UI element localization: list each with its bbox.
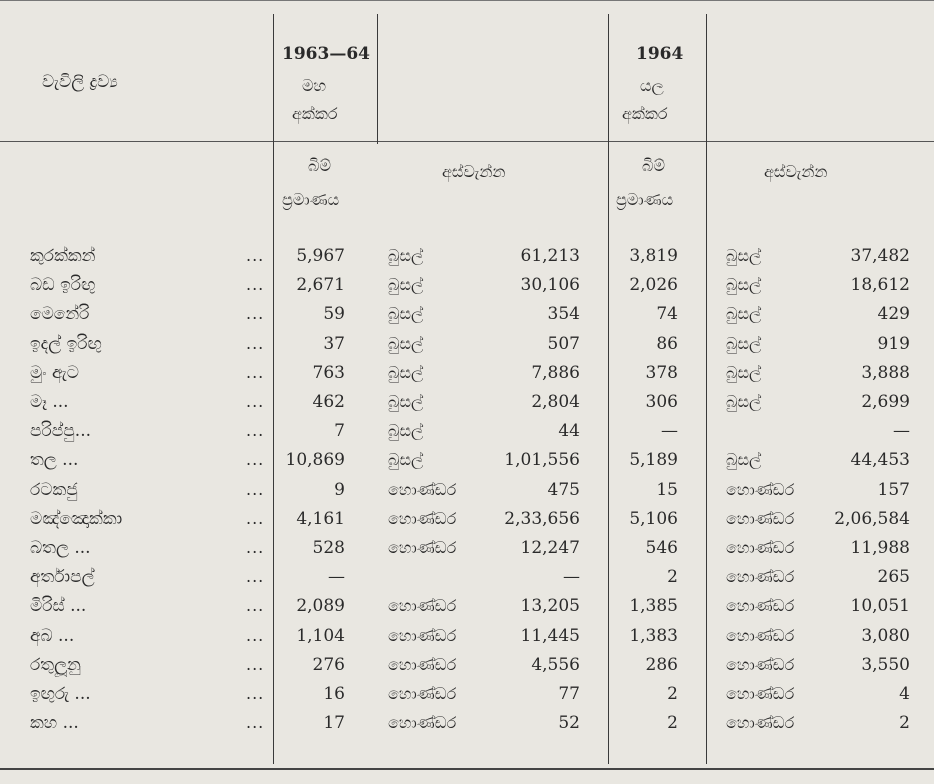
leader-dots: ... <box>246 275 265 294</box>
area2-value: 3,819 <box>629 246 678 266</box>
area2-value: 15 <box>656 480 678 500</box>
yield2-header: අස්වැන්න <box>764 162 828 181</box>
year1-header: 1963—64 <box>282 44 370 64</box>
unit2-label: හොණ්ඩර <box>726 480 795 499</box>
unit2-label: බුසල් <box>726 450 762 469</box>
extent2-line2: ප්‍රමාණය <box>616 190 674 209</box>
yield2-value: 3,550 <box>861 655 910 675</box>
yield1-value: 2,33,656 <box>504 509 580 529</box>
area2-value: — <box>661 421 678 441</box>
unit1-label: බුසල් <box>388 421 424 440</box>
area1-value: 528 <box>312 538 345 558</box>
area1-value: 2,671 <box>296 275 345 295</box>
area1-value: 4,161 <box>296 509 345 529</box>
unit2-label: බුසල් <box>726 334 762 353</box>
yield1-value: 507 <box>547 334 580 354</box>
unit1-label: හොණ්ඩර <box>388 509 457 528</box>
area1-value: — <box>328 567 345 587</box>
leader-dots: ... <box>246 363 265 382</box>
yield2-value: 2 <box>899 713 910 733</box>
area2-value: 378 <box>645 363 678 383</box>
yield1-value: 44 <box>558 421 580 441</box>
yield1-value: 61,213 <box>520 246 580 266</box>
leader-dots: ... <box>246 509 265 528</box>
area2-value: 2 <box>667 567 678 587</box>
yield2-value: 3,080 <box>861 626 910 646</box>
unit1-label: හොණ්ඩර <box>388 596 457 615</box>
unit1-label: බුසල් <box>388 275 424 294</box>
crop-name: කහ ... <box>30 713 79 733</box>
area1-value: 9 <box>334 480 345 500</box>
unit1-label: හොණ්ඩර <box>388 713 457 732</box>
crop-name: මෑ ... <box>30 392 69 412</box>
crop-name: මඤ්ඤොක්කා <box>30 509 123 529</box>
area2-value: 286 <box>645 655 678 675</box>
leader-dots: ... <box>246 480 265 499</box>
area2-value: 2 <box>667 713 678 733</box>
yield2-value: 265 <box>877 567 910 587</box>
extent1-line2: ප්‍රමාණය <box>282 190 340 209</box>
leader-dots: ... <box>246 684 265 703</box>
yield1-value: 52 <box>558 713 580 733</box>
unit2-label: හොණ්ඩර <box>726 538 795 557</box>
area1-value: 5,967 <box>296 246 345 266</box>
crop-name: ඉඟුරු ... <box>30 684 91 704</box>
crop-name: මුං ඇට <box>30 363 79 383</box>
crop-name: රටකජු <box>30 480 78 500</box>
unit2-label: හොණ්ඩර <box>726 684 795 703</box>
unit1-label: බුසල් <box>388 392 424 411</box>
area1-value: 59 <box>323 304 345 324</box>
leader-dots: ... <box>246 538 265 557</box>
area1-value: 7 <box>334 421 345 441</box>
area2-value: 306 <box>645 392 678 412</box>
area1-value: 37 <box>323 334 345 354</box>
area2-value: 5,106 <box>629 509 678 529</box>
yield1-value: 12,247 <box>520 538 580 558</box>
leader-dots: ... <box>246 596 265 615</box>
crop-name: අර්තාපල් <box>30 567 95 587</box>
yield2-value: 3,888 <box>861 363 910 383</box>
leader-dots: ... <box>246 450 265 469</box>
unit1-label: බුසල් <box>388 304 424 323</box>
yield1-value: 354 <box>547 304 580 324</box>
top-rule <box>0 0 934 1</box>
yield1-header: අස්වැන්න <box>442 162 506 181</box>
leader-dots: ... <box>246 567 265 586</box>
unit1-label: හොණ්ඩර <box>388 538 457 557</box>
yield2-value: 10,051 <box>850 596 910 616</box>
unit1-label: බුසල් <box>388 246 424 265</box>
leader-dots: ... <box>246 392 265 411</box>
area2-value: 2 <box>667 684 678 704</box>
unit1-label: බුසල් <box>388 334 424 353</box>
crop-name: ඉදල් ඉරිඟු <box>30 334 102 354</box>
area1-value: 16 <box>323 684 345 704</box>
leader-dots: ... <box>246 304 265 323</box>
col-rule-4 <box>706 14 707 764</box>
yield2-value: 157 <box>877 480 910 500</box>
area1-value: 276 <box>312 655 345 675</box>
area2-value: 86 <box>656 334 678 354</box>
leader-dots: ... <box>246 626 265 645</box>
unit2-label: බුසල් <box>726 392 762 411</box>
unit1-label: බුසල් <box>388 363 424 382</box>
unit1-label: හොණ්ඩර <box>388 684 457 703</box>
crop-name: බඩ ඉරිඟු <box>30 275 96 295</box>
yield1-value: 30,106 <box>520 275 580 295</box>
unit1-label: බුසල් <box>388 450 424 469</box>
crop-name: පරිප්පු... <box>30 421 92 441</box>
leader-dots: ... <box>246 421 265 440</box>
crop-name: අබ ... <box>30 626 75 646</box>
unit2-label: බුසල් <box>726 304 762 323</box>
yield1-value: 4,556 <box>531 655 580 675</box>
area1-value: 1,104 <box>296 626 345 646</box>
yield1-value: 1,01,556 <box>504 450 580 470</box>
yield1-value: 2,804 <box>531 392 580 412</box>
yield2-value: 919 <box>877 334 910 354</box>
season1-line2: අක්කර <box>292 104 338 123</box>
bottom-rule <box>0 768 934 770</box>
unit2-label: හොණ්ඩර <box>726 713 795 732</box>
area2-value: 1,383 <box>629 626 678 646</box>
leader-dots: ... <box>246 655 265 674</box>
leader-dots: ... <box>246 713 265 732</box>
crop-name: මිරිස් ... <box>30 596 87 616</box>
season2-line1: යල <box>640 76 664 95</box>
leader-dots: ... <box>246 334 265 353</box>
unit2-label: හොණ්ඩර <box>726 567 795 586</box>
area2-value: 74 <box>656 304 678 324</box>
col-rule-2 <box>377 14 378 144</box>
area2-value: 5,189 <box>629 450 678 470</box>
yield2-value: 2,699 <box>861 392 910 412</box>
item-column-header: වැවිලි ද්‍රව්‍ය <box>42 72 118 92</box>
yield1-value: — <box>563 567 580 587</box>
extent2-line1: බිම් <box>642 156 665 175</box>
area2-value: 546 <box>645 538 678 558</box>
area2-value: 1,385 <box>629 596 678 616</box>
unit2-label: හොණ්ඩර <box>726 655 795 674</box>
yield2-value: 44,453 <box>850 450 910 470</box>
yield1-value: 77 <box>558 684 580 704</box>
yield1-value: 13,205 <box>520 596 580 616</box>
yield1-value: 11,445 <box>520 626 580 646</box>
area1-value: 10,869 <box>285 450 345 470</box>
yield2-value: 4 <box>899 684 910 704</box>
leader-dots: ... <box>246 246 265 265</box>
unit1-label: හොණ්ඩර <box>388 480 457 499</box>
yield2-value: 18,612 <box>850 275 910 295</box>
season1-line1: මහ <box>302 76 327 95</box>
crop-name: තල ... <box>30 450 79 470</box>
year2-header: 1964 <box>636 44 684 64</box>
crop-name: බතල ... <box>30 538 91 558</box>
unit2-label: හොණ්ඩර <box>726 626 795 645</box>
yield2-value: 11,988 <box>850 538 910 558</box>
unit2-label: බුසල් <box>726 246 762 265</box>
unit2-label: බුසල් <box>726 363 762 382</box>
extent1-line1: බිම් <box>308 156 331 175</box>
unit1-label: හොණ්ඩර <box>388 655 457 674</box>
unit1-label: හොණ්ඩර <box>388 626 457 645</box>
unit2-label: හොණ්ඩර <box>726 596 795 615</box>
area1-value: 462 <box>312 392 345 412</box>
yield2-value: 37,482 <box>850 246 910 266</box>
area1-value: 763 <box>312 363 345 383</box>
area2-value: 2,026 <box>629 275 678 295</box>
yield2-value: — <box>893 421 910 441</box>
col-rule-1 <box>273 14 274 764</box>
unit2-label: බුසල් <box>726 275 762 294</box>
yield2-value: 429 <box>877 304 910 324</box>
header-divider <box>0 141 934 142</box>
area1-value: 2,089 <box>296 596 345 616</box>
crop-name: රතුලූනු <box>30 655 81 675</box>
crop-name: කුරක්කන් <box>30 246 96 266</box>
yield1-value: 7,886 <box>531 363 580 383</box>
unit2-label: හොණ්ඩර <box>726 509 795 528</box>
crop-name: මෙනේරි <box>30 304 90 324</box>
season2-line2: අක්කර <box>622 104 668 123</box>
yield2-value: 2,06,584 <box>834 509 910 529</box>
col-rule-3 <box>608 14 609 764</box>
area1-value: 17 <box>323 713 345 733</box>
yield1-value: 475 <box>547 480 580 500</box>
